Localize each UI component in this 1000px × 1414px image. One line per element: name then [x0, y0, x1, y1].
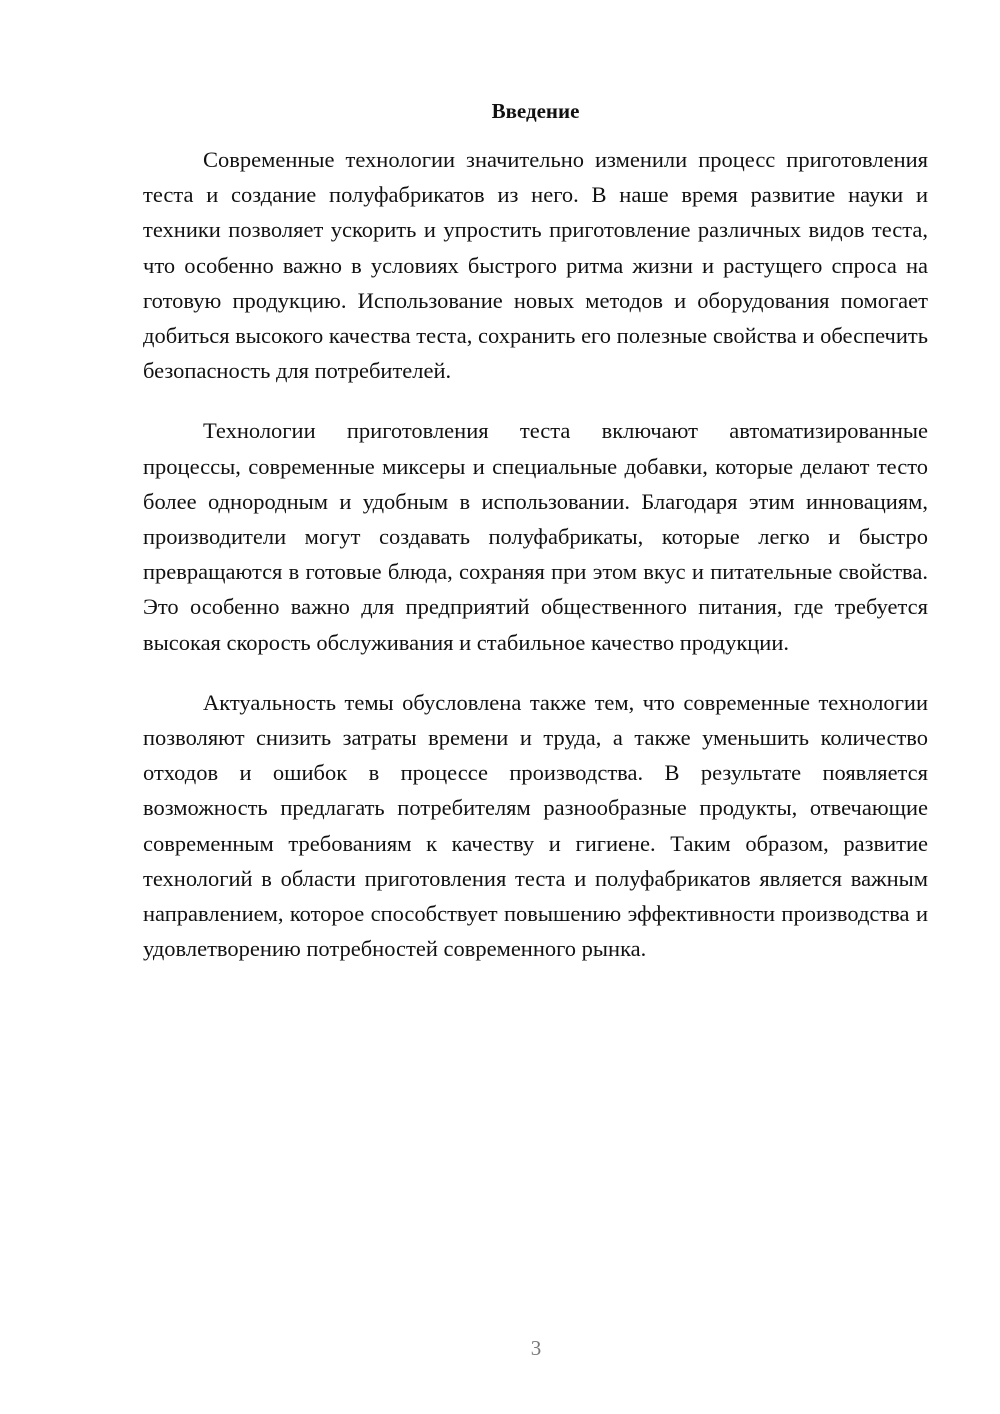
paragraph-1: Современные технологии значительно изменили процесс приготовления теста и создание полуфабрикатов из него. В наше время развитие науки и техники позволяет ускорить и упростить приготовление различных видов теста, что особенно важно в условиях быстрого ритма жизни и растущего спроса на готовую продукцию. Использование новых методов и оборудования помогает добиться высокого качества теста, сохранить его полезные свойства и обеспечить безопасность для потребителей. [143, 147, 928, 384]
paragraph-3: Актуальность темы обусловлена также тем, что современные технологии позволяют снизить затраты времени и труда, а также уменьшить количество отходов и ошибок в процессе производства. В результате появляется возможность предлагать потребителям разнообразные продукты, отвечающие современным требованиям к качеству и гигиене. Таким образом, развитие технологий в области приготовления теста и полуфабрикатов является важным направлением, которое способствует повышению эффективности производства и удовлетворению потребностей современного рынка. [143, 689, 928, 962]
body-text [143, 142, 928, 966]
section-heading: Введение [491, 99, 580, 123]
paragraph-2: Технологии приготовления теста включают автоматизированные процессы, современные миксеры и специальные добавки, которые делают тесто более однородным и удобным в использовании. Благодаря этим инновациям, производители могут создавать полуфабрикаты, которые легко и быстро превращаются в готовые блюда, сохраняя при этом вкус и питательные свойства. Это особенно важно для предприятий общественного питания, где требуется высокая скорость обслуживания и стабильное качество продукции. [143, 418, 928, 655]
page-number: 3 [530, 1336, 542, 1360]
